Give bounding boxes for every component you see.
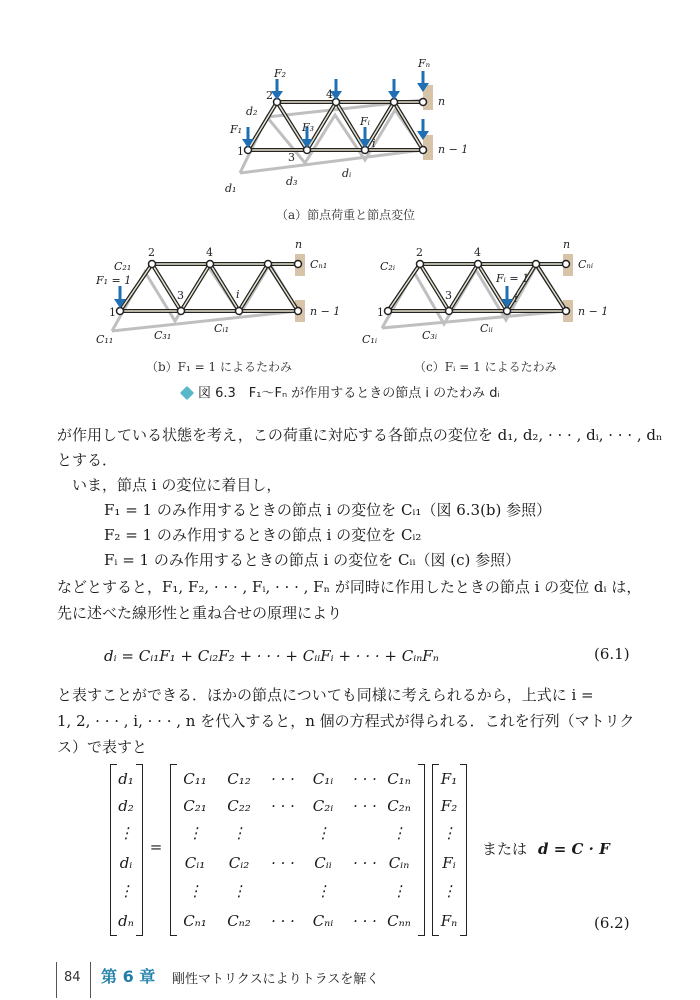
label-Cn1: Cₙ₁ xyxy=(310,258,328,271)
matrix-C-entry: ⋮ xyxy=(231,882,247,900)
vector-d-entry: dᵢ xyxy=(119,854,133,872)
label-node-4: 4 xyxy=(474,246,481,259)
bracket-left-C xyxy=(170,764,177,936)
label-node-2: 2 xyxy=(416,246,423,259)
matrix-C-entry: · · · xyxy=(271,854,295,872)
label-node-4: 4 xyxy=(206,246,213,259)
label-C11: C₁₁ xyxy=(96,333,114,346)
label-node-n-1: n − 1 xyxy=(310,305,341,318)
caption-b: （b）F₁ = 1 によるたわみ xyxy=(146,360,292,374)
label-Fi-eq: Fᵢ = 1 xyxy=(496,272,530,285)
vector-F-entry: F₁ xyxy=(440,770,458,788)
bracket-right-F xyxy=(460,764,467,936)
label-node-i: i xyxy=(236,288,240,301)
vector-d-entry: ⋮ xyxy=(118,882,134,900)
matrix-C-entry: ⋮ xyxy=(231,824,247,842)
label-C21: C₂₁ xyxy=(114,260,132,273)
vector-d-entry: d₂ xyxy=(118,797,134,815)
page-number: 84 xyxy=(64,970,81,985)
matrix-C-entry: · · · xyxy=(271,912,295,930)
label-node-3: 3 xyxy=(288,151,295,164)
label-node-2: 2 xyxy=(266,89,273,102)
paragraph-2-line-1: いま，節点 i の変位に着目し， xyxy=(72,476,282,494)
matrix-C-entry: ⋮ xyxy=(187,824,203,842)
label-Ci1: Cᵢ₁ xyxy=(214,322,230,335)
label-d1: d₁ xyxy=(225,182,237,195)
chapter-label: 第 6 章 xyxy=(101,967,156,986)
matrix-C-entry: · · · xyxy=(353,854,377,872)
label-C1i: C₁ᵢ xyxy=(362,333,378,346)
vector-F-entry: Fₙ xyxy=(440,912,458,930)
label-F2: F₂ xyxy=(274,67,287,80)
matrix-C-entry: Cₙₙ xyxy=(387,912,411,930)
label-Fn: Fₙ xyxy=(418,57,431,70)
compact-equation: d = C · F xyxy=(538,840,610,858)
caption-c: （c）Fᵢ = 1 によるたわみ xyxy=(414,360,557,374)
label-d3: d₃ xyxy=(286,175,298,188)
matrix-C-entry: C₂₁ xyxy=(183,797,207,815)
label-C2i: C₂ᵢ xyxy=(380,260,396,273)
truss-figure-c xyxy=(358,236,618,351)
label-di: dᵢ xyxy=(342,167,352,180)
paragraph-3-line-2: 先に述べた線形性と重ね合せの原理により xyxy=(57,604,343,622)
matrix-C-entry: · · · xyxy=(353,770,377,788)
bracket-right-C xyxy=(418,764,425,936)
label-node-n: n xyxy=(295,238,303,251)
equation-number-6-2: (6.2) xyxy=(594,914,630,932)
vector-d-entry: dₙ xyxy=(118,912,134,930)
paragraph-3-line-1: などとすると，F₁, F₂, · · · , Fᵢ, · · · , Fₙ が同時に作用したときの節点 i の変位 dᵢ は， xyxy=(57,578,642,596)
bracket-left-d xyxy=(110,764,117,936)
matrix-C-entry: C₂ₙ xyxy=(387,797,411,815)
paragraph-1-line-1: が作用している状態を考え，この荷重に対応する各節点の変位を d₁, d₂, · · · , dᵢ, · · · , dₙ xyxy=(57,426,663,444)
paragraph-2-line-4: Fᵢ = 1 のみ作用するときの節点 i の変位を Cᵢᵢ（図 (c) 参照） xyxy=(104,551,521,569)
matrix-C-entry: C₁ₙ xyxy=(387,770,411,788)
paragraph-2-line-3: F₂ = 1 のみ作用するときの節点 i の変位を Cᵢ₂ xyxy=(104,526,422,544)
vector-d-entry: ⋮ xyxy=(118,824,134,842)
matrix-C-entry: C₁₂ xyxy=(227,770,251,788)
paragraph-4-line-1: と表すことができる．ほかの節点についても同様に考えられるから，上式に i = xyxy=(57,686,594,704)
label-node-3: 3 xyxy=(177,289,184,302)
figure-title xyxy=(182,382,500,401)
bracket-right-d xyxy=(136,764,143,936)
label-node-n-1: n − 1 xyxy=(438,143,469,156)
vector-F-entry: ⋮ xyxy=(441,824,457,842)
bracket-left-F xyxy=(432,764,439,936)
label-node-n: n xyxy=(438,95,446,108)
paragraph-2-line-2: F₁ = 1 のみ作用するときの節点 i の変位を Cᵢ₁（図 6.3(b) 参照） xyxy=(104,501,552,519)
equation-6-1: dᵢ = Cᵢ₁F₁ + Cᵢ₂F₂ + · · · + CᵢᵢFᵢ + · · · + CᵢₙFₙ xyxy=(104,647,439,665)
matrix-C-entry: Cₙᵢ xyxy=(312,912,334,930)
matrix-C-entry: C₁ᵢ xyxy=(312,770,334,788)
paragraph-1-line-2: とする． xyxy=(57,451,118,469)
label-Cni: Cₙᵢ xyxy=(578,258,594,271)
matrix-C-entry: ⋮ xyxy=(391,824,407,842)
matrix-C-entry: · · · xyxy=(353,797,377,815)
label-node-i: i xyxy=(514,292,518,305)
matrix-C-entry: Cₙ₁ xyxy=(183,912,207,930)
label-d2: d₂ xyxy=(246,105,258,118)
matrix-C-entry: Cₙ₂ xyxy=(227,912,251,930)
vector-F-entry: F₂ xyxy=(440,797,458,815)
label-C31: C₃₁ xyxy=(154,329,172,342)
label-node-n-1: n − 1 xyxy=(578,305,609,318)
footer-divider-left xyxy=(56,962,57,998)
truss-diagram-c xyxy=(358,236,618,351)
label-node-1: 1 xyxy=(237,145,244,158)
equation-number-6-1: (6.1) xyxy=(594,645,630,663)
cube-icon xyxy=(180,386,194,400)
matrix-C-entry: ⋮ xyxy=(315,824,331,842)
label-node-1: 1 xyxy=(377,306,384,319)
matrix-C-entry: ⋮ xyxy=(315,882,331,900)
matrix-C-entry: C₁₁ xyxy=(183,770,207,788)
matrix-C-entry: Cᵢ₁ xyxy=(184,854,206,872)
truss-figure-b xyxy=(90,236,350,351)
matrix-C-entry: Cᵢₙ xyxy=(388,854,410,872)
matrix-C-entry: C₂₂ xyxy=(227,797,251,815)
matrix-C-entry: · · · xyxy=(353,912,377,930)
label-node-4: 4 xyxy=(326,88,333,101)
label-Cii: Cᵢᵢ xyxy=(480,322,493,335)
matrix-C-entry: ⋮ xyxy=(391,882,407,900)
label-node-i: i xyxy=(372,137,376,150)
label-F1: F₁ xyxy=(230,123,243,136)
label-node-2: 2 xyxy=(148,246,155,259)
matrix-C-entry: C₂ᵢ xyxy=(312,797,334,815)
label-node-1: 1 xyxy=(109,306,116,319)
paragraph-4-line-3: ス）で表すと xyxy=(57,738,148,756)
label-C3i: C₃ᵢ xyxy=(422,329,438,342)
paragraph-4-line-2: 1, 2, · · · , i, · · · , n を代入すると，n 個の方程式が得られる．これを行列（マトリク xyxy=(57,712,635,730)
matrix-C-entry: Cᵢᵢ xyxy=(314,854,332,872)
vector-F-entry: ⋮ xyxy=(441,882,457,900)
vector-d-entry: d₁ xyxy=(118,770,134,788)
footer-divider xyxy=(90,962,91,998)
truss-diagram-a xyxy=(220,55,480,205)
or-text: または xyxy=(482,840,528,858)
truss-figure-a xyxy=(220,55,480,205)
figure-title-text: 図 6.3 F₁〜Fₙ が作用するときの節点 i のたわみ dᵢ xyxy=(198,386,500,401)
label-node-n: n xyxy=(563,238,571,251)
caption-a: （a）節点荷重と節点変位 xyxy=(276,208,416,222)
truss-diagram-b xyxy=(90,236,350,351)
label-node-3: 3 xyxy=(445,289,452,302)
vector-F-entry: Fᵢ xyxy=(442,854,456,872)
matrix-C-entry: · · · xyxy=(271,797,295,815)
matrix-C-entry: · · · xyxy=(271,770,295,788)
chapter-title: 剛性マトリクスによりトラスを解く xyxy=(172,972,380,987)
label-F3: F₃ xyxy=(302,121,315,134)
equals-sign: = xyxy=(149,838,163,856)
label-Fi: Fᵢ xyxy=(360,115,370,128)
matrix-C-entry: Cᵢ₂ xyxy=(228,854,250,872)
label-F1-eq: F₁ = 1 xyxy=(96,274,132,287)
matrix-C-entry: ⋮ xyxy=(187,882,203,900)
